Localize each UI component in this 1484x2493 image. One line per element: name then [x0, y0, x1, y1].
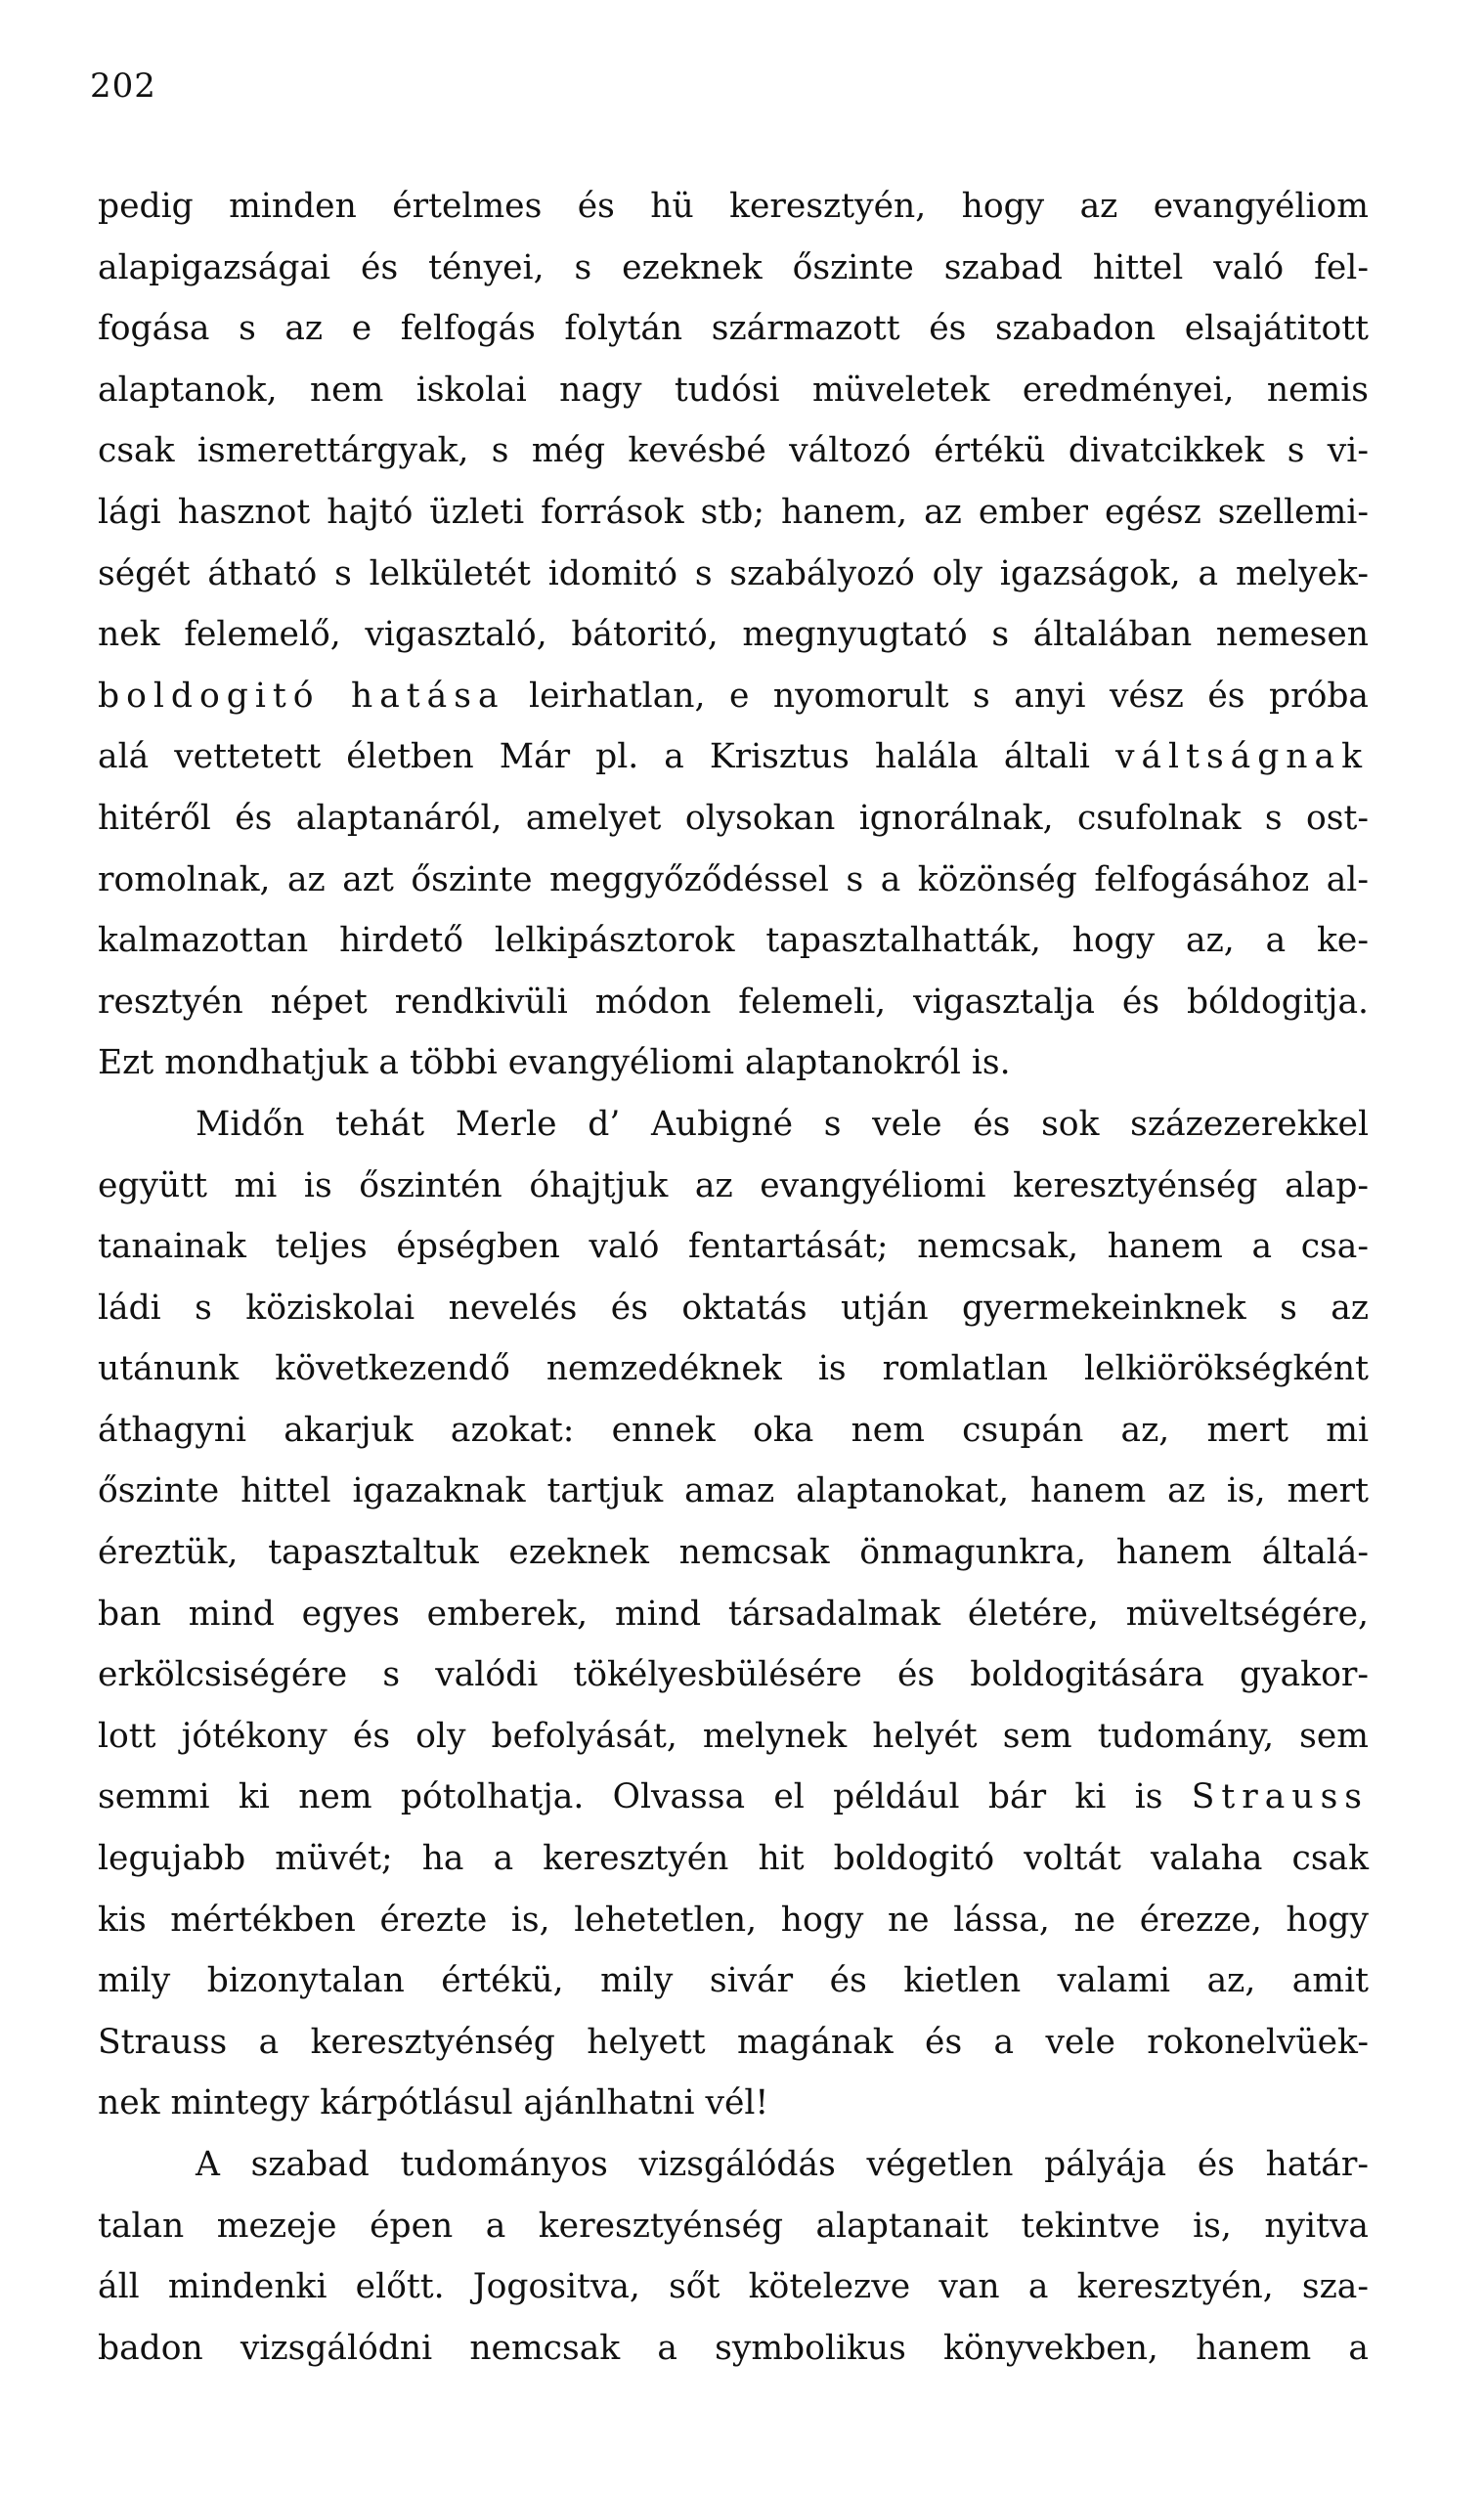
page-number: 202	[90, 66, 156, 106]
spaced-emphasis: boldogitó hatása	[98, 676, 505, 716]
spaced-emphasis: Strauss	[1191, 1777, 1369, 1817]
text-line: talan mezeje épen a keresztyénség alaptanait tekintve is, nyitva	[98, 2206, 1369, 2246]
text-line: legujabb müvét; ha a keresztyén hit boldogitó voltát valaha csak	[98, 1839, 1369, 1879]
text-segment: alá vettetett életben Már pl. a Krisztus halála általi	[98, 737, 1115, 777]
spaced-emphasis: váltságnak	[1114, 737, 1369, 777]
paragraph-first-line: Midőn tehát Merle d’ Aubigné s vele és sok százezerekkel	[196, 1104, 1369, 1144]
text-line: ban mind egyes emberek, mind társadalmak életére, müveltségére,	[98, 1594, 1369, 1634]
text-segment: semmi ki nem pótolhatja. Olvassa el például bár ki is	[98, 1777, 1192, 1817]
text-line: áthagyni akarjuk azokat: ennek oka nem csupán az, mert mi	[98, 1410, 1369, 1450]
text-line: csak ismerettárgyak, s még kevésbé változó értékü divatcikkek s vi-	[98, 431, 1369, 471]
text-line: erkölcsiségére s valódi tökélyesbülésére és boldogitására gyakor-	[98, 1655, 1369, 1695]
text-line: badon vizsgálódni nemcsak a symbolikus könyvekben, hanem a	[98, 2328, 1369, 2368]
text-line: lott jótékony és oly befolyását, melynek helyét sem tudomány, sem	[98, 1716, 1369, 1756]
text-line: őszinte hittel igazaknak tartjuk amaz alaptanokat, hanem az is, mert	[98, 1471, 1369, 1511]
text-line: pedig minden értelmes és hü keresztyén, hogy az evangyéliom	[98, 187, 1369, 226]
text-line: éreztük, tapasztaltuk ezeknek nemcsak önmagunkra, hanem általá-	[98, 1533, 1369, 1573]
text-line: mily bizonytalan értékü, mily sivár és kietlen valami az, amit	[98, 1961, 1369, 2001]
text-segment: leirhatlan, e nyomorult s anyi vész és próba	[504, 676, 1369, 716]
text-line	[98, 726, 1369, 788]
text-line: fogása s az e felfogás folytán származott és szabadon elsajátitott	[98, 309, 1369, 349]
text-line: alaptanok, nem iskolai nagy tudósi müveletek eredményei, nemis	[98, 370, 1369, 410]
text-line: Strauss a keresztyénség helyett magának és a vele rokonelvüek-	[98, 2022, 1369, 2062]
text-line: hitéről és alaptanáról, amelyet olysokan ignorálnak, csufolnak s ost-	[98, 798, 1369, 838]
text-line: kis mértékben érezte is, lehetetlen, hogy ne lássa, ne érezze, hogy	[98, 1900, 1369, 1940]
text-line: utánunk következendő nemzedéknek is romlatlan lelkiörökségként	[98, 1349, 1369, 1389]
text-line: kalmazottan hirdető lelkipásztorok tapasztalhatták, hogy az, a ke-	[98, 921, 1369, 961]
text-line: nek mintegy kárpótlásul ajánlhatni vél!	[98, 2083, 769, 2123]
text-line: ládi s köziskolai nevelés és oktatás utján gyermekeinknek s az	[98, 1288, 1369, 1328]
text-line: lági hasznot hajtó üzleti források stb; hanem, az ember egész szellemi-	[98, 492, 1369, 532]
text-line	[98, 666, 1369, 727]
paragraph-first-line: A szabad tudományos vizsgálódás végetlen pályája és határ-	[196, 2145, 1369, 2184]
text-line: ségét átható s lelkületét idomitó s szabályozó oly igazságok, a melyek-	[98, 553, 1369, 593]
text-line: együtt mi is őszintén óhajtjuk az evangyéliomi keresztyénség alap-	[98, 1165, 1369, 1205]
body-text	[98, 176, 1369, 2379]
text-line	[98, 1767, 1369, 1828]
text-line: áll mindenki előtt. Jogositva, sőt kötelezve van a keresztyén, sza-	[98, 2267, 1369, 2307]
text-line: alapigazságai és tényei, s ezeknek őszinte szabad hittel való fel-	[98, 247, 1369, 287]
text-line: Ezt mondhatjuk a többi evangyéliomi alaptanokról is.	[98, 1043, 1011, 1083]
text-line: tanainak teljes épségben való fentartását; nemcsak, hanem a csa-	[98, 1227, 1369, 1267]
text-line: resztyén népet rendkivüli módon felemeli, vigasztalja és bóldogitja.	[98, 982, 1369, 1022]
text-line: romolnak, az azt őszinte meggyőződéssel s a közönség felfogásához al-	[98, 859, 1369, 899]
text-line: nek felemelő, vigasztaló, bátoritó, megnyugtató s általában nemesen	[98, 615, 1369, 655]
